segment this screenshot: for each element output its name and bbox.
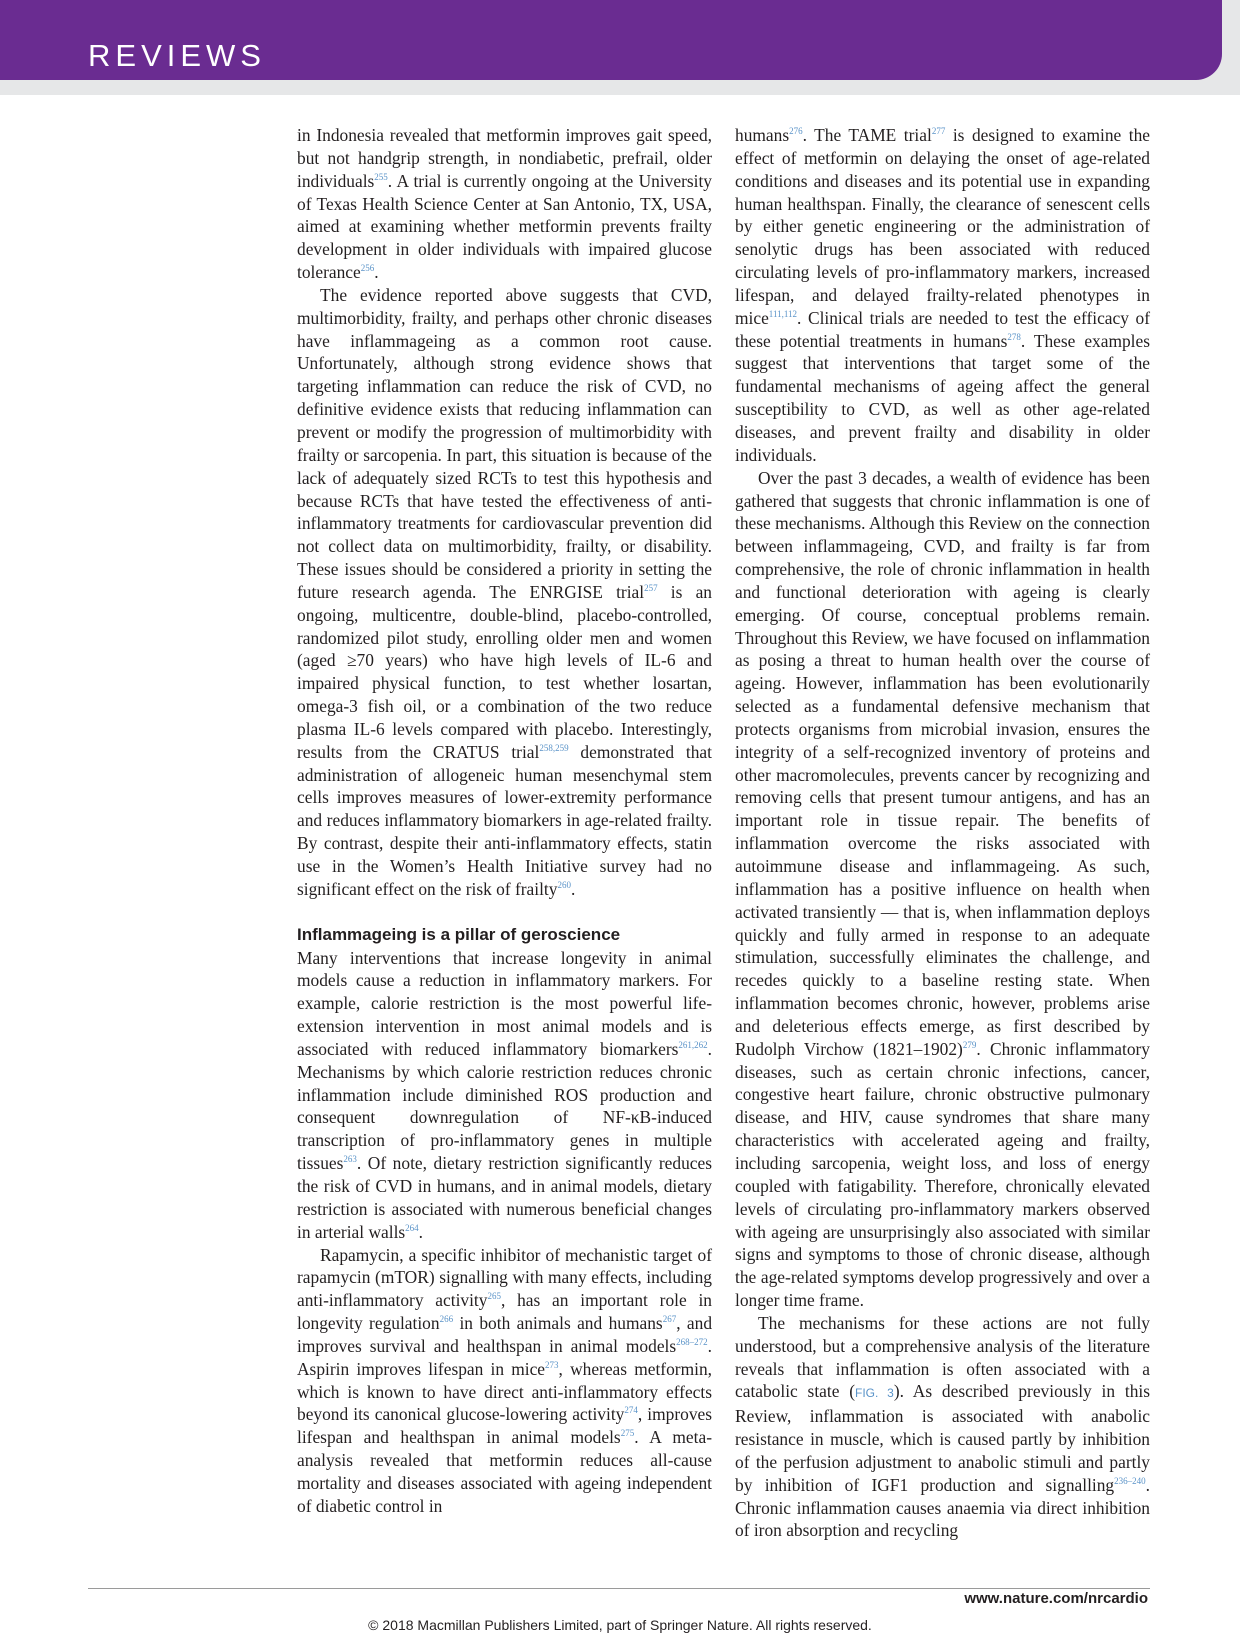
header-bar (0, 0, 1222, 80)
figure-ref[interactable]: FIG. 3 (855, 1386, 894, 1401)
citation-ref[interactable]: 261,262 (678, 1040, 708, 1051)
copyright-notice: © 2018 Macmillan Publishers Limited, part of Springer Nature. All rights reserved. (368, 1617, 872, 1633)
section-heading: Inflammageing is a pillar of geroscience (297, 924, 621, 944)
section-title: REVIEWS (88, 38, 266, 73)
journal-url[interactable]: www.nature.com/nrcardio (964, 1590, 1148, 1607)
citation-ref[interactable]: 274 (624, 1405, 638, 1416)
paragraph: The evidence reported above suggests that CVD, multimorbidity, frailty, and perhaps other chronic diseases have inflammageing as a common root cause. Unfortunately, although strong evidence shows that targeting inflammation can reduce the risk of CVD, no definitive evidence exists that reducing inflammation can prevent or modify the progression of multimorbidity with frailty or sarcopenia. In part, this situation is because of the lack of adequately sized RCTs to test this hypothesis and because RCTs that have tested the effectiveness of anti-inflammatory treatments for cardiovascular prevention did not collect data on multimorbidity, frailty, or disability. These issues should be considered a priority in setting the future research agenda. The ENRGISE trial$^{257}$ is an ongoing, multicentre, double-blind, placebo-controlled, randomized pilot study, enrolling older men and women (aged ≥70 years) who have high levels of IL-6 and impaired physical function, to test whether losartan, omega-3 fish oil, or a combination of the two reduce plasma IL-6 levels compared with placebo. Interestingly, results from the CRATUS trial$^{258,259}$ demonstrated that administration of allogeneic human mesenchymal stem cells improves measures of lower-extremity performance and reduces inflammatory biomarkers in age-related frailty. By contrast, despite their anti-inflammatory effects, statin use in the Women’s Health Initiative survey had no significant effect on the risk of frailty$^{260}$. (297, 284, 712, 899)
citation-ref[interactable]: 266 (439, 1314, 454, 1325)
paragraph: humans$^{276}$. The TAME trial$^{277}$ is designed to examine the effect of metformin on delaying the onset of age-related conditions and diseases and its potential use in expanding human healthspan. Finally, the clearance of senescent cells by either genetic engineering or the administration of senolytic drugs has been associated with reduced circulating levels of pro-inflammatory markers, increased lifespan, and delayed frailty-related phenotypes in mice$^{111,112}$. Clinical trials are needed to test the efficacy of these potential treatments in humans$^{278}$. These examples suggest that interventions that target some of the fundamental mechanisms of ageing affect the general susceptibility to CVD, as well as other age-related diseases, and prevent frailty and disability in older individuals. (735, 125, 1150, 465)
citation-ref[interactable]: 257 (644, 583, 658, 594)
citation-ref[interactable]: 276 (789, 126, 803, 137)
citation-ref[interactable]: 256 (360, 263, 375, 274)
paragraph: Many interventions that increase longevity in animal models cause a reduction in inflammatory markers. For example, calorie restriction is the most powerful life-extension intervention in most animal models and is associated with reduced inflammatory biomarkers$^{261,262}$. Mechanisms by which calorie restriction reduces chronic inflammation include diminished ROS production and consequent downregulation of NF-κB-induced transcription of pro-inflammatory genes in multiple tissues$^{263}$. Of note, dietary restriction significantly reduces the risk of CVD in humans, and in animal models, dietary restriction is associated with numerous beneficial changes in arterial walls$^{264}$. (297, 947, 712, 1242)
citation-ref[interactable]: 265 (487, 1291, 501, 1302)
citation-ref[interactable]: 111,112 (768, 308, 798, 319)
right-column (735, 124, 1150, 1542)
citation-ref[interactable]: 258,259 (539, 742, 569, 753)
citation-ref[interactable]: 263 (343, 1154, 357, 1165)
citation-ref[interactable]: 275 (620, 1428, 635, 1439)
paragraph: in Indonesia revealed that metformin improves gait speed, but not handgrip strength, in nondiabetic, prefrail, older individuals$^{255}$. A trial is currently ongoing at the University of Texas Health Science Center at San Antonio, TX, USA, aimed at examining whether metformin prevents frailty development in older individuals with impaired glucose tolerance$^{256}$. (297, 125, 712, 283)
paragraph: Rapamycin, a specific inhibitor of mechanistic target of rapamycin (mTOR) signalling with many effects, including anti-inflammatory activity$^{265}$, has an important role in longevity regulation$^{266}$ in both animals and humans$^{267}$, and improves survival and healthspan in animal models$^{268-272}$. Aspirin improves lifespan in mice$^{273}$, whereas metformin, which is known to have direct anti-inflammatory effects beyond its canonical glucose-lowering activity$^{274}$, improves lifespan and healthspan in animal models$^{275}$. A meta-analysis revealed that metformin reduces all-cause mortality and diseases associated with ageing independent of diabetic control in (297, 1244, 713, 1516)
paragraph: Over the past 3 decades, a wealth of evidence has been gathered that suggests that chronic inflammation is one of these mechanisms. Although this Review on the connection between inflammageing, CVD, and frailty is far from comprehensive, the role of chronic inflammation in health and functional deterioration with ageing is clearly emerging. Of course, conceptual problems remain. Throughout this Review, we have focused on inflammation as posing a threat to human health over the course of ageing. However, inflammation has been evolutionarily selected as a fundamental defensive mechanism that protects organisms from microbial invasion, ensures the integrity of a self-recognized inventory of proteins and other macromolecules, prevents cancer by recognizing and removing cells that present tumour antigens, and has an important role in tissue repair. The benefits of inflammation overcome the risks associated with autoimmune disease and inflammageing. As such, inflammation has a positive influence on health when activated transiently — that is, when inflammation deploys quickly and fully armed in response to an adequate stimulation, successfully eliminates the challenge, and recedes quickly to a baseline resting state. When inflammation becomes chronic, however, problems arise and deleterious effects emerge, as first described by Rudolph Virchow (1821–1902)$^{279}$. Chronic inflammatory diseases, such as certain chronic infections, cancer, congestive heart failure, chronic obstructive pulmonary disease, and HIV, cause syndromes that share many characteristics with accelerated ageing and frailty, including sarcopenia, weight loss, and loss of energy coupled with fatigability. Therefore, chronically elevated levels of circulating pro-inflammatory markers observed with ageing are unsurprisingly also associated with similar signs and symptoms to those of chronic disease, although the age-related symptoms develop progressively and over a longer time frame. (735, 467, 1150, 1311)
citation-ref[interactable]: 267 (662, 1314, 677, 1325)
citation-ref[interactable]: 255 (374, 171, 388, 182)
citation-ref[interactable]: 236–240 (1114, 1475, 1146, 1486)
paragraph: The mechanisms for these actions are not fully understood, but a comprehensive analysis of the literature reveals that inflammation is often associated with a catabolic state (FIG. 3). As described previously in this Review, inflammation is associated with anabolic resistance in muscle, which is caused partly by inhibition of the perfusion adjustment to anabolic stimuli and partly by inhibition of IGF1 production and signalling$^{236-240}$. Chronic inflammation causes anaemia via direct inhibition of iron absorption and recycling (735, 1312, 1150, 1541)
citation-ref[interactable]: 278 (1007, 331, 1021, 342)
citation-ref[interactable]: 260 (557, 880, 571, 891)
citation-ref[interactable]: 277 (931, 126, 946, 137)
citation-ref[interactable]: 279 (962, 1039, 977, 1050)
citation-ref[interactable]: 273 (545, 1359, 559, 1370)
citation-ref[interactable]: 264 (405, 1222, 419, 1233)
footer-divider (88, 1588, 1150, 1589)
citation-ref[interactable]: 268–272 (676, 1337, 708, 1348)
left-column (297, 124, 712, 1518)
